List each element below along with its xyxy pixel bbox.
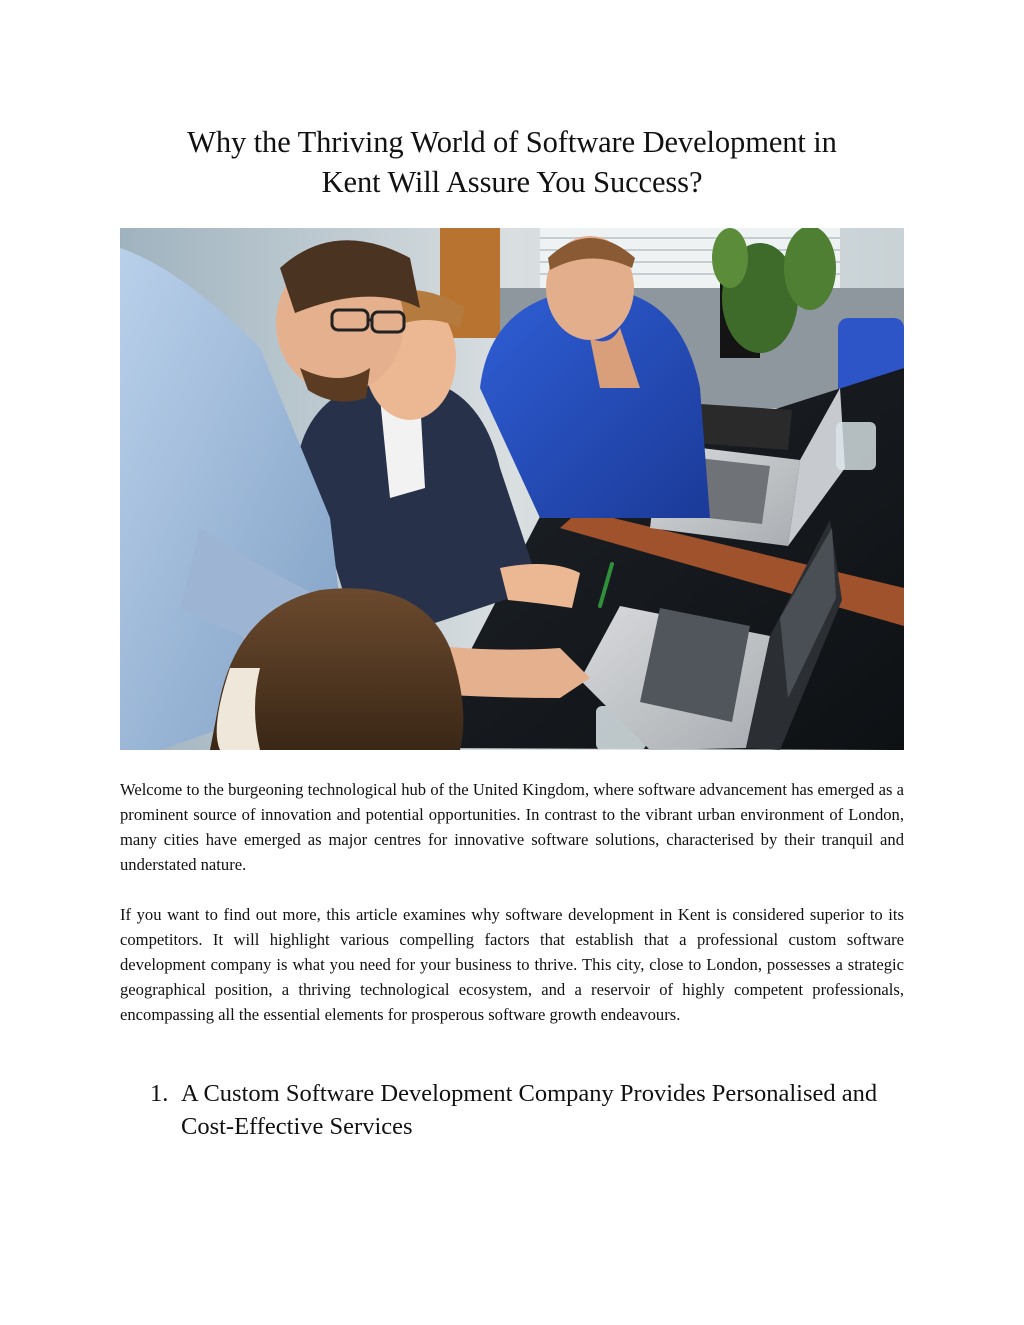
page-title [120,122,904,202]
section-heading-1 [150,1077,910,1143]
title-line-2: Kent Will Assure You Success? [321,165,703,199]
title-line-1: Why the Thriving World of Software Development in [187,125,837,159]
article-paragraph: If you want to find out more, this article examines why software development in Kent is considered superior to its competitors. It will highlight various compelling factors that establish that a professional custom software development company is what you need for your business to thrive. This city, close to London, possesses a strategic geographical position, a thriving technological ecosystem, and a reservoir of highly competent professionals, encompassing all the essential elements for prosperous software growth endeavours. [120,905,904,1024]
section-number: 1. [150,1080,169,1107]
intro-paragraph: Welcome to the burgeoning technological hub of the United Kingdom, where software advancement has emerged as a prominent source of innovation and potential opportunities. In contrast to the vibrant urban environment of London, many cities have emerged as major centres for innovative software solutions, characterised by their tranquil and understated nature. [120,780,904,874]
office-meeting-photo [120,228,904,750]
section-title: A Custom Software Development Company Provides Personalised and Cost-Effective Services [181,1080,878,1140]
